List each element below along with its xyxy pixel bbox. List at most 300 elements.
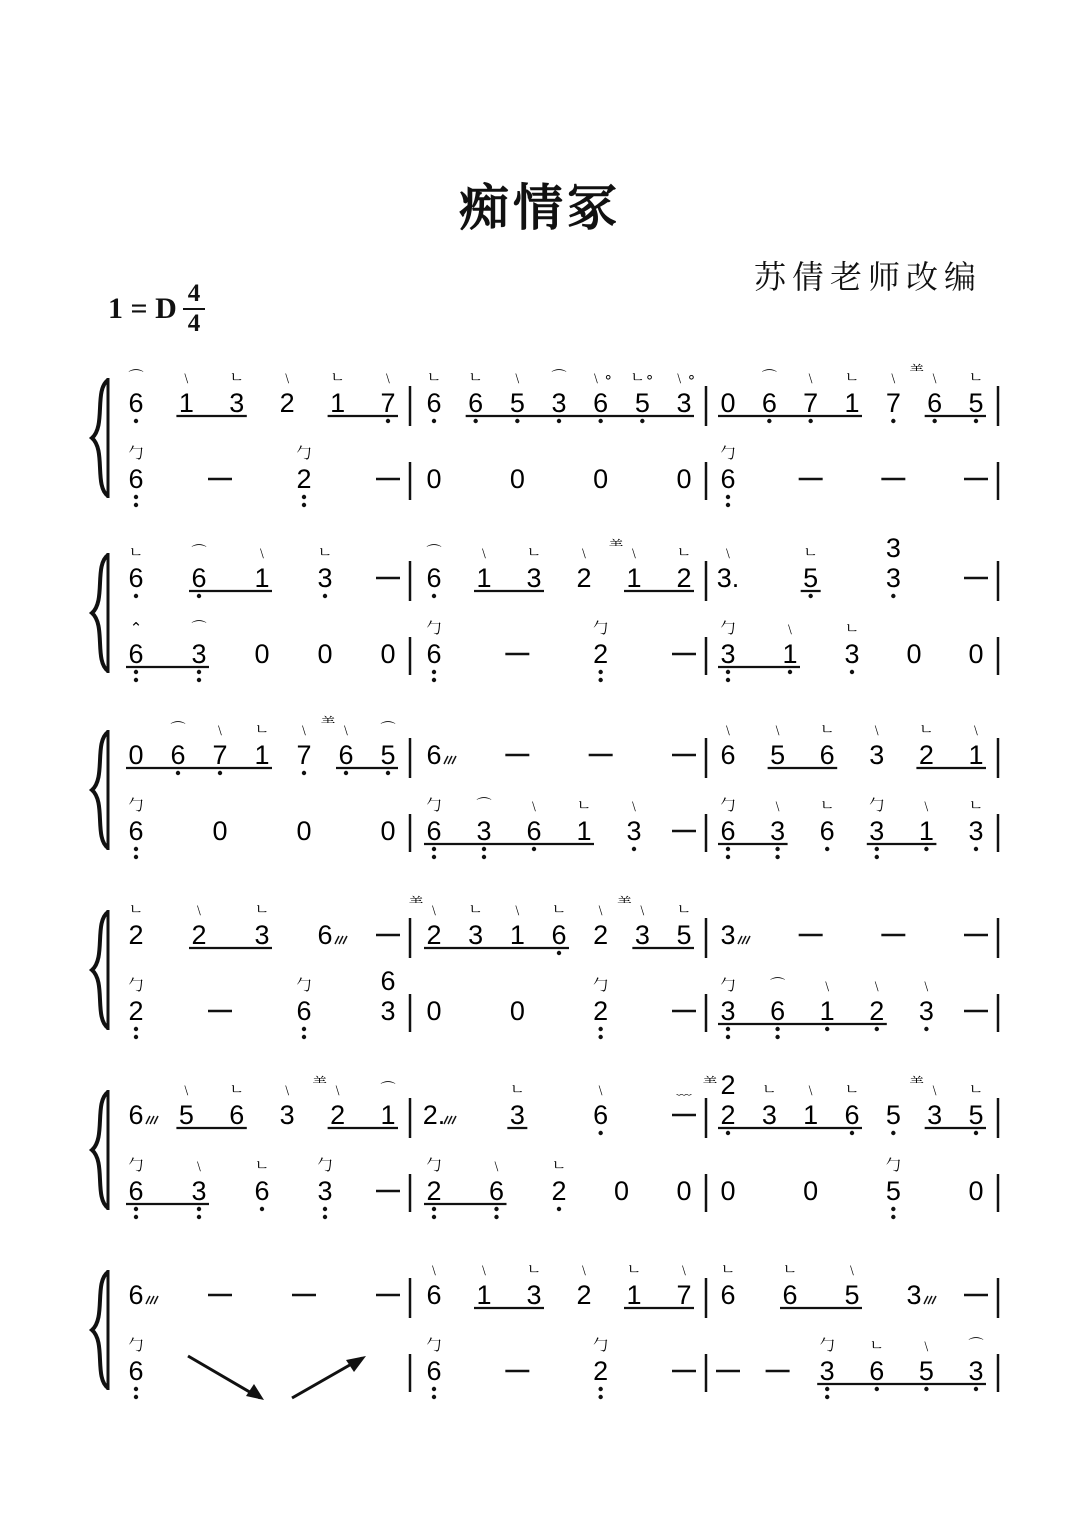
note: 1 (576, 816, 592, 846)
octave-dot (598, 1131, 602, 1135)
lower-staff-measure-3 (718, 796, 984, 859)
note: 3 (906, 1280, 922, 1310)
octave-dot (850, 1131, 854, 1135)
octave-dot (825, 847, 829, 851)
octave-dot (726, 678, 730, 682)
note: 7 (380, 388, 396, 418)
lower-staff-measure-2 (426, 1336, 696, 1399)
octave-dot (323, 594, 327, 598)
technique-mark: ㄴ (468, 900, 483, 918)
octave-dot (875, 855, 879, 859)
octave-dot (134, 670, 138, 674)
octave-dot (924, 1027, 928, 1031)
note: 5 (885, 1100, 901, 1130)
octave-dot (974, 1387, 978, 1391)
note: 5 (918, 1356, 934, 1386)
octave-dot (598, 1395, 602, 1399)
technique-mark: 勹 (720, 619, 736, 637)
octave-dot (726, 503, 730, 507)
note: 3 (720, 996, 736, 1026)
note: 6 (426, 1280, 442, 1310)
upper-staff-measure-2 (426, 368, 696, 423)
technique-mark: ﹨ (593, 900, 609, 918)
technique-mark: ⌒ (761, 368, 777, 386)
octave-dot (302, 1027, 306, 1031)
note: 0 (676, 464, 692, 494)
note: 3 (509, 1100, 525, 1130)
octave-dot (775, 855, 779, 859)
tremolo-stroke (343, 936, 347, 944)
note: 0 (426, 464, 442, 494)
note: 3 (254, 920, 270, 950)
octave-dot (323, 1207, 327, 1211)
technique-mark: ㄴ (968, 796, 984, 814)
technique-mark: 勹 (593, 619, 609, 637)
note: 6 (338, 740, 354, 770)
tremolo-stroke (150, 1116, 154, 1124)
octave-dot (134, 419, 138, 423)
grace-mark: ⺷ (608, 537, 624, 555)
note: 3 (626, 816, 642, 846)
lower-staff-measure-2 (424, 1156, 692, 1219)
technique-mark: ㄴ (229, 368, 245, 386)
brace (92, 1092, 108, 1208)
technique-mark: ﹨ (626, 543, 642, 561)
octave-dot (598, 1027, 602, 1031)
technique-mark: 勹 (720, 444, 736, 462)
note: 2 (676, 563, 692, 593)
octave-dot (557, 1207, 561, 1211)
octave-dot (825, 1395, 829, 1399)
technique-mark: ㄴ (968, 368, 984, 386)
upper-staff-measure-3 (720, 720, 986, 770)
lower-staff-measure-1 (128, 1336, 143, 1399)
lower-staff-measure-1 (128, 966, 395, 1039)
grace-mark: ⺷ (312, 1074, 328, 1092)
octave-dot (432, 1207, 436, 1211)
tremolo-stroke (742, 936, 746, 944)
technique-mark: ﹨ (576, 1260, 592, 1278)
technique-mark: ⌒ (128, 368, 144, 386)
technique-mark: ㄴ (128, 543, 144, 561)
note: 2. (422, 1100, 446, 1130)
octave-dot (386, 771, 390, 775)
note: 6 (819, 816, 835, 846)
note: 5 (634, 388, 650, 418)
note: 0 (720, 388, 736, 418)
brace (92, 912, 108, 1028)
octave-dot (134, 1035, 138, 1039)
technique-mark: ﹨ (927, 368, 943, 386)
technique-mark: ㄴ (844, 1080, 860, 1098)
octave-dot (197, 678, 201, 682)
note: 5 (509, 388, 525, 418)
upper-staff-measure-2 (408, 894, 694, 955)
technique-mark: ⌒ (476, 796, 492, 814)
note: 6 (720, 464, 736, 494)
technique-mark: ﹨ (927, 1080, 943, 1098)
note: 0 (509, 464, 525, 494)
note: 3 (720, 920, 736, 950)
note: 6 (170, 740, 186, 770)
note: 3 (191, 1176, 207, 1206)
tremolo-stroke (150, 1296, 154, 1304)
note: 3 (844, 639, 860, 669)
technique-mark: ㄴ (551, 900, 567, 918)
upper-staff-measure-3 (718, 362, 986, 423)
octave-dot (891, 419, 895, 423)
technique-mark: ㄴ (576, 796, 592, 814)
chord-note: 3 (885, 533, 901, 563)
note: 7 (676, 1280, 692, 1310)
note: 0 (906, 639, 922, 669)
octave-dot (432, 1215, 436, 1219)
octave-dot (775, 1027, 779, 1031)
note: 3 (720, 639, 736, 669)
note: 6 (819, 740, 835, 770)
brace (92, 1272, 108, 1388)
technique-mark: 勹 (296, 976, 312, 994)
octave-dot (808, 594, 812, 598)
lower-staff-measure-1 (126, 619, 396, 682)
octave-dot (432, 847, 436, 851)
technique-mark: ⌒ (191, 619, 207, 637)
technique-mark: ﹨ (918, 796, 934, 814)
note: 0 (509, 996, 525, 1026)
octave-dot (891, 1131, 895, 1135)
note: 0 (317, 639, 333, 669)
note: 5 (885, 1176, 901, 1206)
note: 2 (593, 1356, 609, 1386)
brace (92, 380, 108, 496)
note: 3 (551, 388, 567, 418)
octave-dot (176, 771, 180, 775)
technique-mark: ﹨ (178, 368, 194, 386)
grace-mark: ⺷ (909, 1074, 925, 1092)
note: 6 (128, 1280, 144, 1310)
technique-mark: ﹨ (593, 1080, 609, 1098)
note: 6 (770, 996, 786, 1026)
note: 6 (128, 563, 144, 593)
octave-dot (134, 1395, 138, 1399)
lower-staff-measure-2 (426, 464, 691, 494)
octave-dot (598, 1387, 602, 1391)
tremolo-stroke (339, 936, 343, 944)
octave-dot (924, 847, 928, 851)
octave-dot (344, 771, 348, 775)
technique-mark: ﹨ (626, 796, 642, 814)
grace-mark: ⺷ (320, 714, 336, 732)
technique-mark: ﹨ (296, 720, 312, 738)
octave-dot (432, 670, 436, 674)
octave-dot (532, 847, 536, 851)
octave-dot (302, 495, 306, 499)
octave-dot (726, 495, 730, 499)
octave-dot (726, 1131, 730, 1135)
note: 0 (968, 1176, 984, 1206)
technique-mark: ﹨ (191, 1156, 207, 1174)
tremolo-stroke (448, 1116, 452, 1124)
octave-dot (134, 1215, 138, 1219)
octave-dot (134, 855, 138, 859)
note: 7 (803, 388, 819, 418)
technique-mark: ㄴ (426, 368, 442, 386)
octave-dot (197, 1215, 201, 1219)
technique-mark: ㄴ (526, 1260, 542, 1278)
tremolo-stroke (444, 756, 448, 764)
octave-dot (197, 1207, 201, 1211)
octave-dot (726, 670, 730, 674)
note: 1 (254, 563, 270, 593)
octave-dot (825, 1027, 829, 1031)
tremolo-stroke (146, 1116, 150, 1124)
tremolo-stroke (452, 1116, 456, 1124)
technique-mark: 勹 (819, 1336, 835, 1354)
arrow-head (346, 1356, 366, 1372)
upper-staff-measure-2 (426, 537, 694, 598)
octave-dot (473, 419, 477, 423)
note: 6 (593, 1100, 609, 1130)
octave-dot (974, 419, 978, 423)
note: 3 (317, 563, 333, 593)
upper-staff-measure-3 (720, 920, 988, 950)
technique-mark: ㄴ (229, 1080, 245, 1098)
tremolo-mark (146, 1116, 158, 1124)
octave-dot (775, 847, 779, 851)
note: 0 (676, 1176, 692, 1206)
technique-mark: 勹 (128, 1336, 144, 1354)
note: 1 (626, 563, 642, 593)
technique-mark: ﹨∘ (588, 368, 613, 386)
technique-mark: ⌒ (968, 1336, 984, 1354)
octave-dot (134, 1387, 138, 1391)
technique-mark: ⌃ (129, 619, 143, 637)
arrow-group (188, 1356, 366, 1400)
technique-mark: 勹 (869, 796, 885, 814)
note: 6 (761, 388, 777, 418)
note: 3 (869, 816, 885, 846)
technique-mark: ㄴ (330, 368, 345, 386)
technique-mark: 勹 (720, 976, 736, 994)
tremolo-stroke (738, 936, 742, 944)
technique-mark: ﹨ (509, 900, 525, 918)
technique-mark: ﹨ (885, 368, 901, 386)
technique-mark: ⌒ (191, 543, 207, 561)
note: 3 (317, 1176, 333, 1206)
octave-dot (432, 1395, 436, 1399)
note: 3 (968, 1356, 984, 1386)
technique-mark: ㄴ (254, 720, 270, 738)
technique-mark: ﹨ (526, 796, 542, 814)
octave-dot (825, 1387, 829, 1391)
note: 6 (426, 388, 442, 418)
note: 6 (426, 740, 442, 770)
system-2 (92, 533, 998, 682)
technique-mark: ⌒ (426, 543, 442, 561)
note: 6 (720, 1280, 736, 1310)
octave-dot (974, 847, 978, 851)
octave-dot (891, 1207, 895, 1211)
lower-staff-measure-2 (426, 619, 696, 682)
technique-mark: ㄴ (844, 368, 860, 386)
note: 0 (426, 996, 442, 1026)
octave-dot (482, 847, 486, 851)
note: 0 (380, 816, 396, 846)
lower-staff-measure-3 (720, 1156, 983, 1219)
system-3 (92, 714, 998, 859)
octave-dot (598, 1035, 602, 1039)
octave-dot (482, 855, 486, 859)
lower-staff-measure-3 (716, 1336, 986, 1399)
note: 5 (770, 740, 786, 770)
note: 6 (844, 1100, 860, 1130)
note: 5 (676, 920, 692, 950)
note: 6 (869, 1356, 885, 1386)
octave-dot (218, 771, 222, 775)
note: 6 (296, 996, 312, 1026)
note: 0 (968, 639, 984, 669)
note: 6 (593, 388, 609, 418)
note: 6 (927, 388, 943, 418)
note: 6 (254, 1176, 270, 1206)
technique-mark: ㄴ (968, 1080, 984, 1098)
technique-mark: ﹨ (338, 720, 354, 738)
technique-mark: 勹 (720, 796, 736, 814)
tremolo-stroke (928, 1296, 932, 1304)
technique-mark: 勹 (426, 1156, 442, 1174)
technique-mark: ﹨ (509, 368, 525, 386)
technique-mark: ﹨ (634, 900, 650, 918)
technique-mark: ﹨ (720, 720, 736, 738)
note: 0 (720, 1176, 736, 1206)
technique-mark: ㄴ (468, 368, 483, 386)
tremolo-mark (335, 936, 347, 944)
tremolo-mark (738, 936, 750, 944)
note: 3. (716, 563, 740, 593)
technique-mark: ﹨ (279, 368, 295, 386)
note: 3 (468, 920, 484, 950)
octave-dot (875, 847, 879, 851)
octave-dot (598, 670, 602, 674)
octave-dot (134, 594, 138, 598)
technique-mark: ﹨ (380, 368, 396, 386)
tremolo-stroke (452, 756, 456, 764)
technique-mark: ⌒ (380, 720, 396, 738)
technique-mark: ㄴ (869, 1336, 885, 1354)
lower-staff-measure-3 (718, 619, 984, 682)
grace-mark: ⺷ (616, 894, 632, 912)
octave-dot (134, 847, 138, 851)
technique-mark: 勹 (593, 1336, 609, 1354)
octave-dot (891, 1215, 895, 1219)
note: 3 (869, 740, 885, 770)
technique-mark: ⌒ (380, 1080, 396, 1098)
note: 2 (128, 920, 144, 950)
octave-dot (974, 1131, 978, 1135)
note: 6 (317, 920, 333, 950)
note: 3 (279, 1100, 295, 1130)
technique-mark: ﹨ (279, 1080, 295, 1098)
note: 0 (593, 464, 609, 494)
note: 6 (229, 1100, 245, 1130)
octave-dot (932, 419, 936, 423)
technique-mark: ﹨ (869, 976, 885, 994)
technique-mark: ﹨ (476, 1260, 492, 1278)
technique-mark: ﹨ (576, 543, 592, 561)
note: 3 (634, 920, 650, 950)
note: 5 (380, 740, 396, 770)
note: 2 (576, 563, 592, 593)
tremolo-stroke (146, 1296, 150, 1304)
technique-mark: 勹 (317, 1156, 333, 1174)
note: 5 (968, 388, 984, 418)
technique-mark: 勹 (128, 976, 144, 994)
system-1 (92, 362, 998, 507)
note: 1 (819, 996, 835, 1026)
technique-mark: ﹨ (330, 1080, 346, 1098)
octave-dot (432, 419, 436, 423)
note: 3 (918, 996, 934, 1026)
note: 3 (229, 388, 245, 418)
note: 0 (803, 1176, 819, 1206)
technique-mark: ﹨ (770, 796, 786, 814)
lower-staff-measure-1 (128, 444, 400, 507)
technique-mark: ㄴ (919, 720, 934, 738)
note: 2 (593, 996, 609, 1026)
octave-dot (598, 678, 602, 682)
lower-staff-measure-2 (424, 796, 696, 859)
note: 3 (968, 816, 984, 846)
octave-dot (875, 1387, 879, 1391)
octave-dot (134, 503, 138, 507)
octave-dot (726, 847, 730, 851)
note: 6 (426, 1356, 442, 1386)
time-signature-top: 4 (187, 280, 201, 307)
upper-staff-measure-1 (128, 1280, 400, 1310)
technique-mark: 勹 (426, 1336, 442, 1354)
upper-staff-measure-1 (128, 368, 398, 423)
technique-mark: ﹨ (426, 900, 442, 918)
tremolo-stroke (932, 1296, 936, 1304)
note: 0 (128, 740, 144, 770)
note: 6 (128, 639, 144, 669)
brace (92, 732, 108, 848)
technique-mark: 勹 (128, 796, 144, 814)
upper-staff-measure-2 (426, 1260, 694, 1310)
octave-dot (197, 670, 201, 674)
note: 6 (720, 740, 736, 770)
note: 6 (128, 1176, 144, 1206)
technique-mark: ㄴ (819, 796, 835, 814)
note: 6 (128, 388, 144, 418)
upper-staff-measure-2 (423, 1080, 696, 1135)
octave-dot (632, 847, 636, 851)
technique-mark: ﹨∘ (671, 368, 697, 386)
technique-mark: ﹨ (869, 720, 885, 738)
note: 2 (576, 1280, 592, 1310)
note: 1 (330, 388, 346, 418)
time-signature-bottom: 4 (187, 310, 201, 337)
octave-dot (323, 1215, 327, 1219)
note: 2 (426, 1176, 442, 1206)
note: 3 (676, 388, 692, 418)
note: 1 (476, 1280, 492, 1310)
octave-dot (494, 1207, 498, 1211)
octave-dot (924, 1387, 928, 1391)
note: 6 (128, 1356, 144, 1386)
note: 2 (296, 464, 312, 494)
note: 5 (803, 563, 819, 593)
